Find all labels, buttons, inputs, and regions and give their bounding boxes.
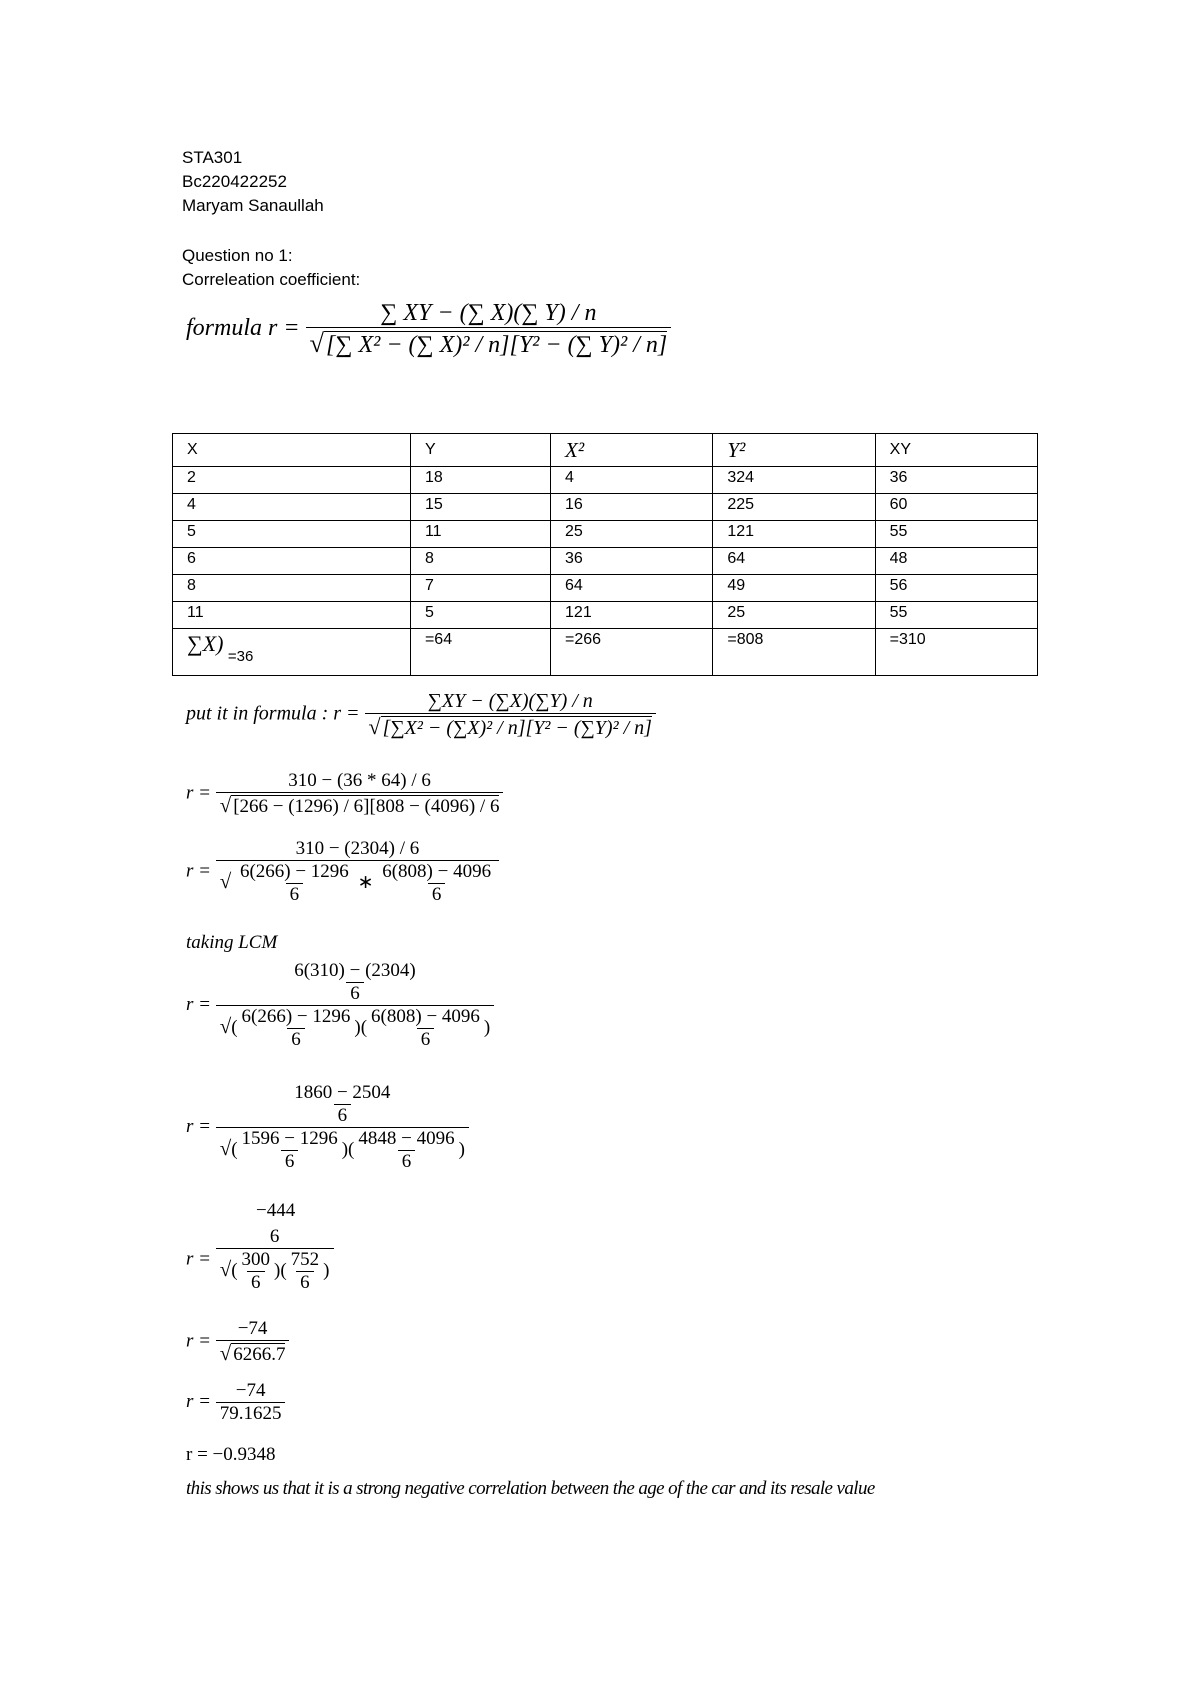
step-7 [186,1380,285,1425]
frac-num: 1596 − 1296 [241,1128,338,1149]
table-header-cell: Y² [713,434,875,467]
put-numerator: ∑XY − (∑X)(∑Y) / n [427,690,593,712]
table-cell: 36 [875,467,1037,494]
frac-den: 6 [398,1150,416,1173]
table-cell: 11 [410,521,550,548]
table-cell: 48 [875,548,1037,575]
student-name: Maryam Sanaullah [182,196,324,215]
frac-num: 6 [269,1226,280,1247]
table-cell: 8 [410,548,550,575]
radicand: 6266.7 [233,1344,286,1365]
table-cell: 55 [875,602,1037,629]
step-lhs: r = [186,860,211,882]
step-2-numerator: 310 − (2304) / 6 [295,838,420,859]
step-5: r = 6 √( $\frac{300}{6}$ )( $\frac{752}{6}$ ) [186,1226,334,1294]
put-formula: put it in formula : r = $\frac{\sum XY - (\sum X)(\sum Y) / n}{\text{√ [∑X² − (∑X)² / n][Y² − (∑Y)² / n]}}$ [186,690,656,740]
put-denominator: [∑X² − (∑X)² / n][Y² − (∑Y)² / n] [382,717,652,739]
table-cell: 15 [410,494,550,521]
frac-den: 6 [428,883,446,906]
table-cell: 56 [875,575,1037,602]
step-3: r = $\frac{6(310) - (2304)}{6}$ √( $\frac{6(266) - 1296}{6}$ )( $\frac{6(808) - 4096}{6}$ ) [186,960,494,1051]
main-formula: formula r = $\frac{\sum XY - (\sum X)(\sum Y) / n}{\text{√[∑ X² − (∑ X)² / n][Y² − (∑ Y)² / n]}}$ [186,300,671,359]
frac-num: 6(808) − 4096 [371,1006,480,1027]
table-row [173,467,1038,494]
frac-num: 300 [241,1249,271,1270]
step-1: r = $\frac{310 - (36 * 64) / 6}{√ [266 - (1296) / 6][808 - (4096) / 6}$ [186,770,503,818]
frac-num: 6(266) − 1296 [241,1006,351,1027]
frac-num: −74 [235,1380,266,1401]
step-lhs: r = [186,782,211,804]
step-lhs: r = [186,1115,211,1137]
table-cell: 121 [713,521,875,548]
sum-cell: =64 [410,629,550,676]
step-5-top: −444 [256,1200,296,1221]
frac-num: 1860 − 2504 [294,1082,391,1103]
table-cell: 225 [713,494,875,521]
table-sum-row [173,629,1038,676]
frac-num: −74 [237,1318,268,1339]
step-lhs: r = [186,1390,211,1412]
frac-den: 6 [334,1104,352,1127]
table-cell: 5 [173,521,411,548]
table-row [173,521,1038,548]
taking-lcm: taking LCM [186,932,278,953]
table-cell: 36 [551,548,713,575]
sum-cell: =808 [713,629,875,676]
table-cell: 8 [173,575,411,602]
put-lhs: put it in formula : r = [186,702,360,725]
sum-cell-x [173,629,411,676]
step-1-denominator: [266 − (1296) / 6][808 − (4096) / 6 [233,796,500,817]
table-cell: 16 [551,494,713,521]
table-cell: 60 [875,494,1037,521]
table-cell: 55 [875,521,1037,548]
table-row [173,602,1038,629]
table-cell: 64 [713,548,875,575]
table-row [173,548,1038,575]
conclusion: this shows us that it is a strong negative correlation between the age of the car and its resale value [186,1478,875,1499]
frac-den: 6 [247,1271,265,1294]
question-title: Question no 1: [182,246,293,265]
frac-den: 79.1625 [216,1402,286,1425]
step-lhs: r = [186,1248,211,1270]
frac-den: 6 [417,1028,435,1051]
operator: ∗ [357,871,374,893]
frac-den: 6 [346,982,364,1005]
frac-num: 6(808) − 4096 [382,861,492,882]
table-cell: 6 [173,548,411,575]
step-1-numerator: 310 − (36 * 64) / 6 [288,770,431,791]
frac-den: 6 [281,1150,299,1173]
table-header-cell: X² [551,434,713,467]
table-cell: 4 [551,467,713,494]
frac-num: 4848 − 4096 [358,1128,455,1149]
table-row [173,494,1038,521]
step-4: r = $\frac{1860 - 2504}{6}$ √( $\frac{1596 - 1296}{6}$ )( $\frac{4848 - 4096}{6}$ ) [186,1082,469,1173]
table-cell: 324 [713,467,875,494]
table-header-row [173,434,1038,467]
sum-cell: =310 [875,629,1037,676]
table-cell: 49 [713,575,875,602]
formula-lhs: formula r = [186,315,300,342]
frac-den: 6 [296,1271,314,1294]
table-row [173,575,1038,602]
sum-cell: =266 [551,629,713,676]
sum-value: =36 [227,648,254,665]
table-header-cell: X [173,434,411,467]
final-result: r = −0.9348 [186,1444,276,1465]
table-cell: 18 [410,467,550,494]
sum-symbol: ∑X) [187,631,224,656]
student-id: Bc220422252 [182,172,287,191]
table-header-cell: XY [875,434,1037,467]
frac-num: 6(310) − (2304) [294,960,416,981]
step-2: r = 310 − (2304) / 6 √ $\frac{6(266) - 1296}{6}$ ∗ $\frac{6(808) - 4096}{6}$ [186,838,499,906]
table-cell: 5 [410,602,550,629]
frac-num: 6(266) − 1296 [239,861,349,882]
table-cell: 25 [551,521,713,548]
table-cell: 25 [713,602,875,629]
question-subtitle: Correleation coefficient: [182,270,361,289]
step-lhs: r = [186,993,211,1015]
data-table [172,433,1038,676]
formula-numerator: ∑ XY − (∑ X)(∑ Y) / n [380,300,597,326]
course-code: STA301 [182,148,243,167]
formula-denominator: [∑ X² − (∑ X)² / n][Y² − (∑ Y)² / n] [326,332,668,358]
table-cell: 4 [173,494,411,521]
table-cell: 2 [173,467,411,494]
frac-num: 752 [290,1249,320,1270]
table-cell: 64 [551,575,713,602]
step-6: r = $\frac{-74}{√ 6266.7}$ [186,1318,289,1366]
table-cell: 121 [551,602,713,629]
table-cell: 7 [410,575,550,602]
table-header-cell: Y [410,434,550,467]
frac-den: 6 [286,883,304,906]
frac-den: 6 [287,1028,305,1051]
table-cell: 11 [173,602,411,629]
step-lhs: r = [186,1330,211,1352]
